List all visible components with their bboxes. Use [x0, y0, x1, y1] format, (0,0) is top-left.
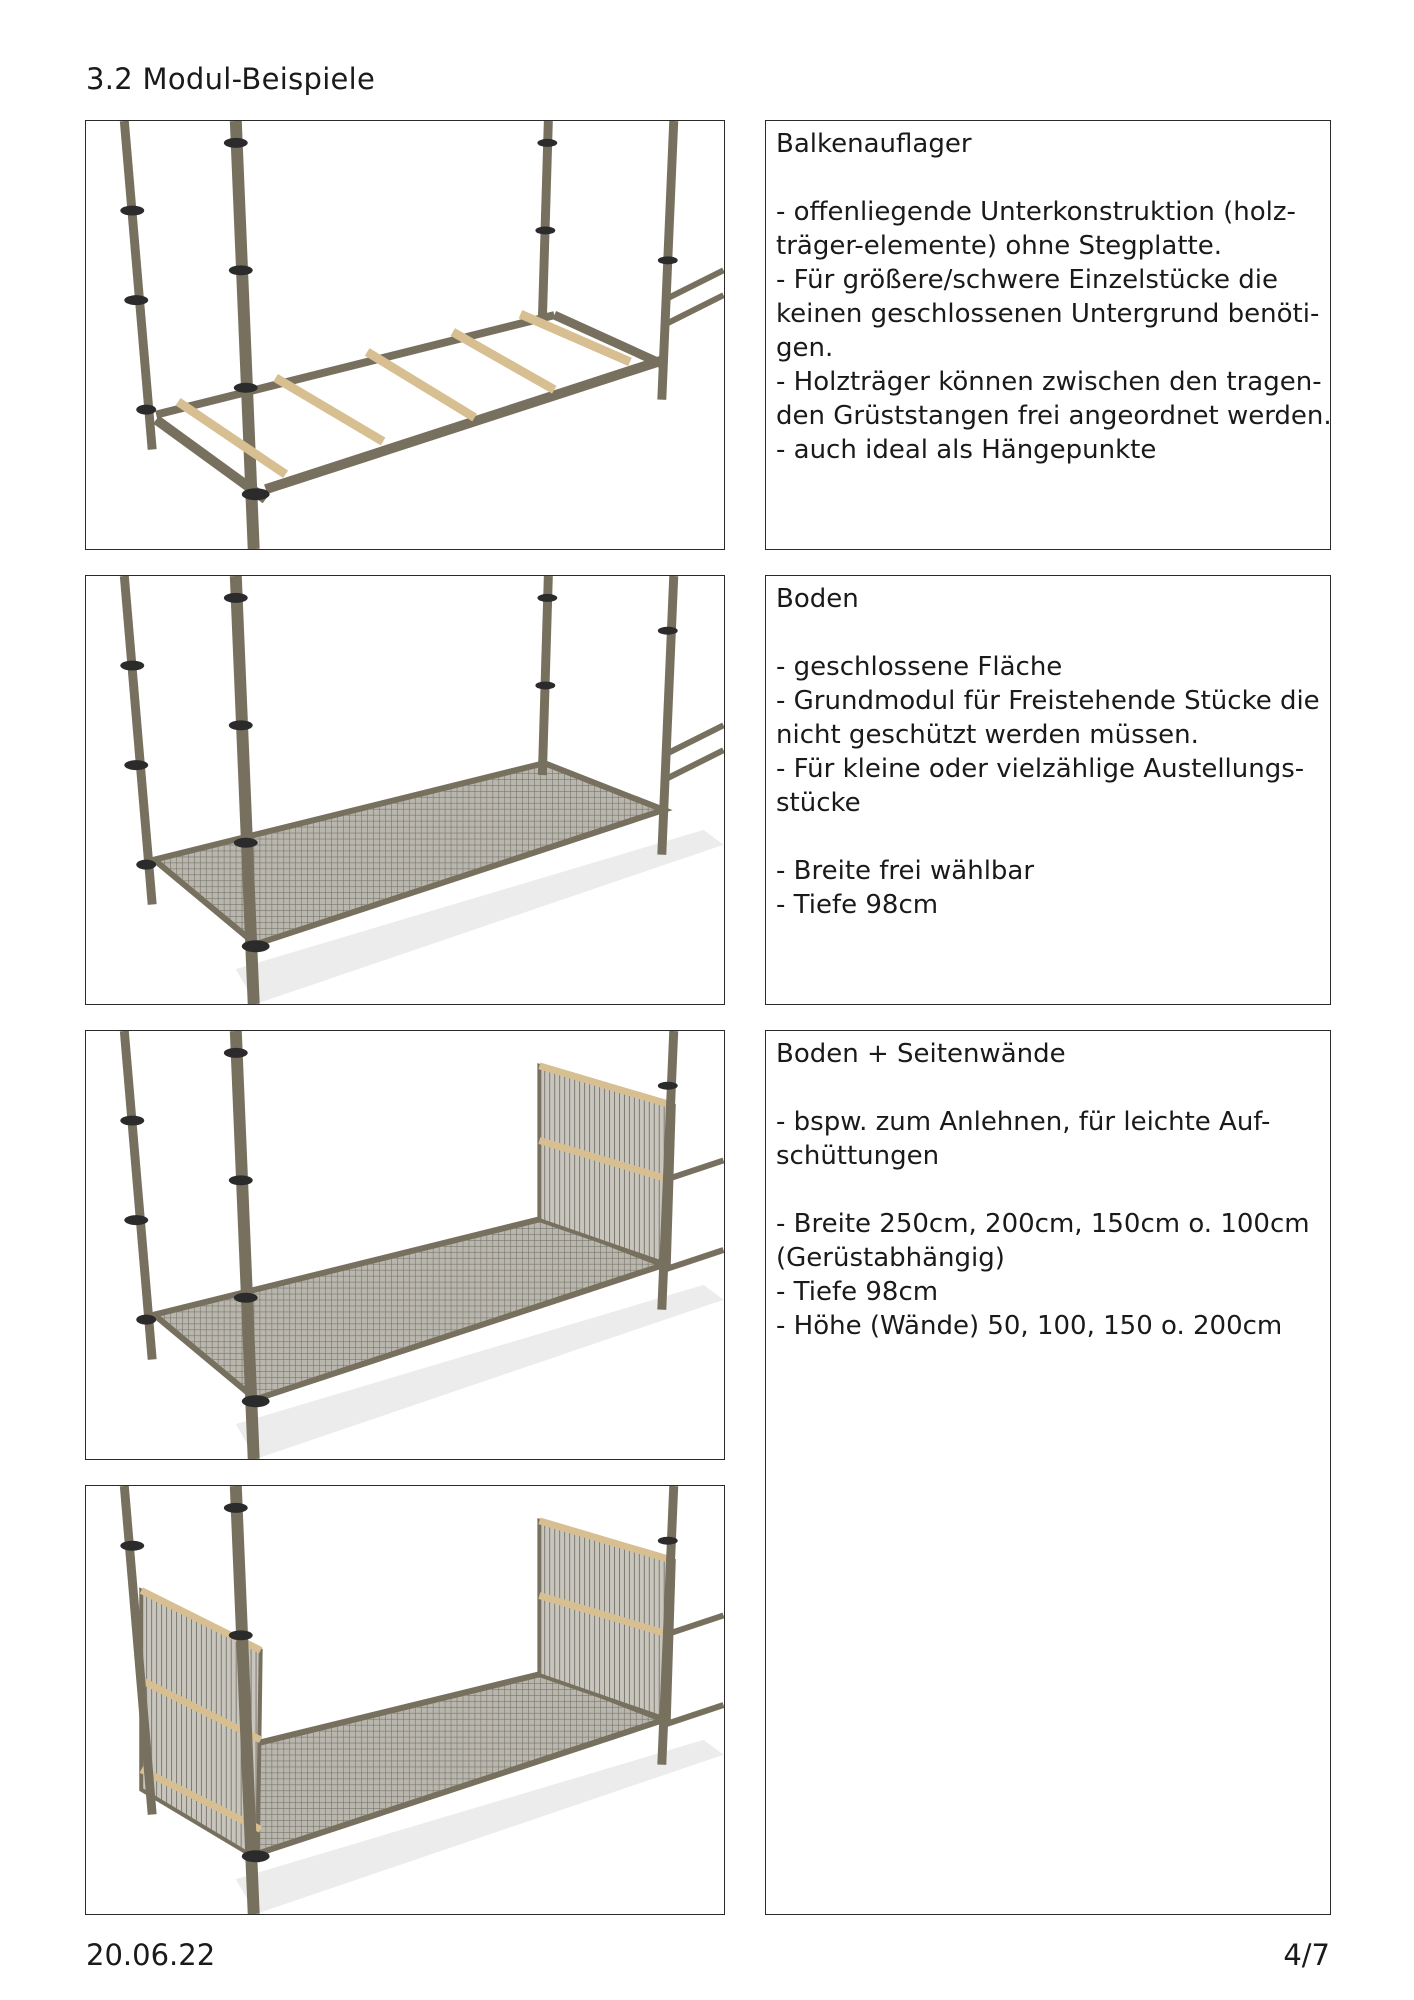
module-text-line: - Tiefe 98cm — [776, 890, 939, 920]
module-text-line: (Gerüstabhängig) — [776, 1243, 1005, 1273]
module-text-line: - geschlossene Fläche — [776, 652, 1063, 682]
grating-floor — [154, 1218, 664, 1399]
page-number: 4/7 — [1283, 1938, 1330, 1972]
module-text-line: den Grüststangen frei angeordnet werden. — [776, 401, 1332, 431]
section-heading: 3.2 Modul-Beispiele — [86, 62, 376, 96]
module-text-line: - offenliegende Unterkonstruktion (holz- — [776, 197, 1296, 227]
scaffold-floor-one-wall-illustration — [86, 1031, 724, 1459]
module-text-line: - Grundmodul für Freistehende Stücke die — [776, 686, 1320, 716]
module-image-boden-seitenwaende — [85, 1030, 725, 1460]
module-text-line: - bspw. zum Anlehnen, für leichte Auf- — [776, 1107, 1271, 1137]
module-text-line: - Breite 250cm, 200cm, 150cm o. 100cm — [776, 1209, 1310, 1239]
module-title: Boden + Seitenwände — [776, 1039, 1066, 1069]
module-image-boden — [85, 575, 725, 1005]
footer-date: 20.06.22 — [86, 1938, 216, 1972]
module-text-line: - auch ideal als Hängepunkte — [776, 435, 1157, 465]
module-text-line: - Tiefe 98cm — [776, 1277, 939, 1307]
module-text-line: - Für kleine oder vielzählige Austellungs- — [776, 754, 1305, 784]
grating-floor — [154, 763, 664, 944]
scaffold-wooden-beams-illustration — [86, 121, 724, 549]
module-text-balkenauflager — [765, 120, 1331, 550]
module-text-line: keinen geschlossenen Untergrund benöti- — [776, 299, 1320, 329]
module-text-line: - Höhe (Wände) 50, 100, 150 o. 200cm — [776, 1311, 1283, 1341]
module-text-line: gen. — [776, 333, 834, 363]
scaffold-grating-floor-illustration — [86, 576, 724, 1004]
module-text-line: - Für größere/schwere Einzelstücke die — [776, 265, 1278, 295]
module-text-line: träger-elemente) ohne Stegplatte. — [776, 231, 1222, 261]
module-text-line: - Holzträger können zwischen den tragen- — [776, 367, 1322, 397]
module-text-boden — [765, 575, 1331, 1005]
module-title: Boden — [776, 584, 859, 614]
scaffold-frame — [124, 121, 723, 549]
module-text-line: - Breite frei wählbar — [776, 856, 1035, 886]
module-text-line: nicht geschützt werden müssen. — [776, 720, 1199, 750]
module-text-line: stücke — [776, 788, 861, 818]
module-image-boden-zwei-seitenwaende — [85, 1485, 725, 1915]
scaffold-floor-two-walls-illustration — [86, 1486, 724, 1914]
module-text-boden-seitenwaende — [765, 1030, 1331, 1915]
module-text-line: schüttungen — [776, 1141, 940, 1171]
module-title: Balkenauflager — [776, 129, 972, 159]
module-image-balkenauflager — [85, 120, 725, 550]
